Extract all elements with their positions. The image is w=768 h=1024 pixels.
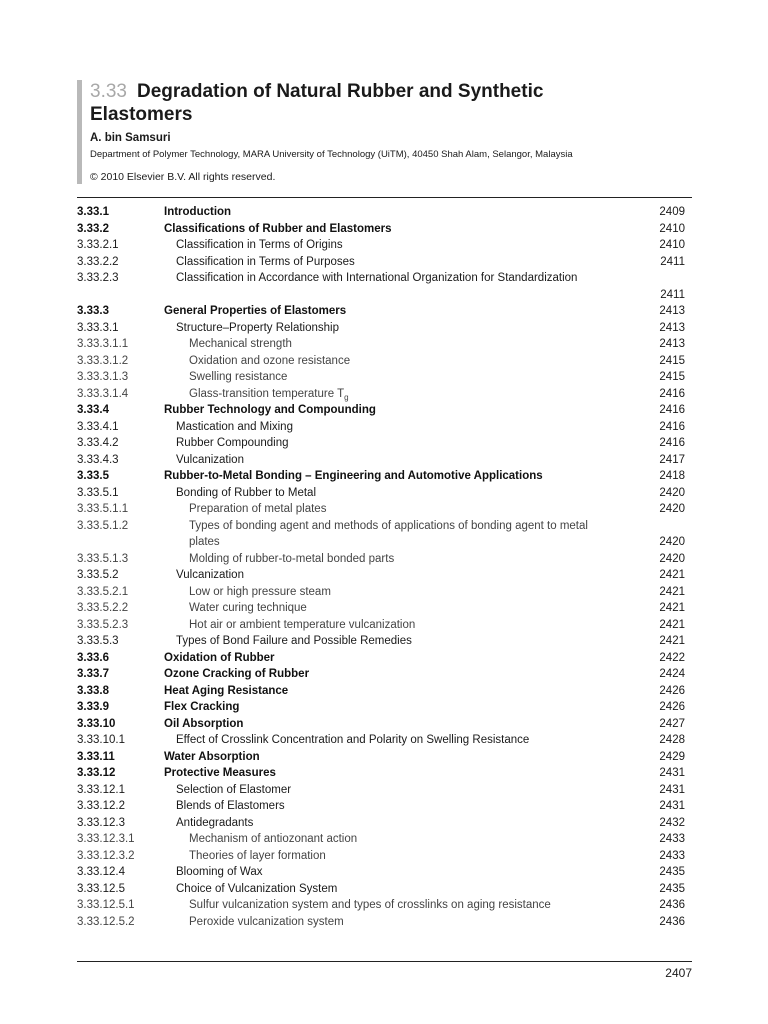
toc-entry-page: 2429 xyxy=(659,750,685,763)
toc-entry-title xyxy=(164,468,543,485)
toc-entry-subscript: g xyxy=(344,392,349,402)
toc-entry[interactable] xyxy=(77,881,685,898)
toc-entry-title-text: Blends of Elastomers xyxy=(176,800,285,812)
toc-entry-page: 2421 xyxy=(659,618,685,631)
toc-entry-title xyxy=(176,881,337,898)
toc-entry-number: 3.33.3.1.3 xyxy=(77,371,129,383)
toc-entry-title-text: Heat Aging Resistance xyxy=(164,684,289,697)
toc-entry[interactable] xyxy=(77,501,685,518)
toc-entry-number: 3.33.12.5.1 xyxy=(77,899,135,911)
toc-entry-number: 3.33.12.2 xyxy=(77,800,125,812)
toc-entry[interactable] xyxy=(77,353,685,370)
table-of-contents xyxy=(77,204,685,930)
toc-entry-page: 2420 xyxy=(659,552,685,565)
toc-entry[interactable] xyxy=(77,650,685,667)
toc-entry-page: 2421 xyxy=(659,602,685,614)
toc-entry[interactable] xyxy=(77,254,685,271)
toc-entry[interactable] xyxy=(77,897,685,914)
toc-entry-title-text: Low or high pressure steam xyxy=(189,585,331,598)
toc-entry[interactable] xyxy=(77,435,685,452)
toc-entry-title-text: Types of Bond Failure and Possible Remedies xyxy=(176,635,412,647)
toc-entry-title xyxy=(176,320,339,337)
toc-entry-title-text: Vulcanization xyxy=(176,569,244,581)
toc-entry-title xyxy=(164,650,275,667)
toc-entry-number: 3.33.5.2.1 xyxy=(77,585,129,598)
toc-entry[interactable] xyxy=(77,270,685,303)
toc-entry-page: 2416 xyxy=(659,387,685,400)
toc-entry-title xyxy=(176,567,244,584)
toc-entry-title xyxy=(176,435,289,452)
toc-entry-number: 3.33.5.2.3 xyxy=(77,618,129,631)
toc-entry-number: 3.33.5.1 xyxy=(77,486,119,499)
toc-entry-number: 3.33.12.4 xyxy=(77,866,125,878)
toc-entry[interactable] xyxy=(77,584,685,601)
toc-entry-title xyxy=(176,485,316,502)
toc-entry-title-text: Rubber Compounding xyxy=(176,437,289,449)
toc-entry-title xyxy=(189,501,326,518)
toc-entry[interactable] xyxy=(77,732,685,749)
toc-entry-title-text: Oxidation and ozone resistance xyxy=(189,354,351,367)
toc-entry-page: 2436 xyxy=(659,899,685,911)
toc-entry[interactable] xyxy=(77,452,685,469)
toc-entry-title xyxy=(189,897,551,914)
toc-entry-page: 2422 xyxy=(659,651,685,664)
toc-entry-number: 3.33.4.3 xyxy=(77,453,119,466)
toc-entry-title-text: Mastication and Mixing xyxy=(176,420,293,433)
toc-entry[interactable] xyxy=(77,617,685,634)
toc-entry[interactable] xyxy=(77,716,685,733)
toc-entry[interactable] xyxy=(77,815,685,832)
toc-entry-page: 2435 xyxy=(659,866,685,878)
toc-entry-title xyxy=(189,617,415,634)
toc-entry-number: 3.33.12.5 xyxy=(77,882,125,895)
toc-entry-number: 3.33.6 xyxy=(77,651,109,664)
toc-entry-number: 3.33.12.1 xyxy=(77,783,125,796)
toc-entry[interactable] xyxy=(77,518,685,551)
toc-entry-title xyxy=(189,369,287,386)
toc-entry-title-text: Water curing technique xyxy=(189,602,307,614)
toc-entry-title xyxy=(164,204,231,221)
toc-entry-page: 2417 xyxy=(659,453,685,466)
toc-entry-title-text: Classification in Terms of Purposes xyxy=(176,255,355,268)
toc-entry-page: 2413 xyxy=(659,321,685,334)
toc-entry-number: 3.33.7 xyxy=(77,668,109,680)
toc-entry[interactable] xyxy=(77,782,685,799)
toc-entry-title-text: Oil Absorption xyxy=(164,717,244,730)
toc-entry-title-text: Oxidation of Rubber xyxy=(164,651,275,664)
toc-entry-page: 2415 xyxy=(659,354,685,367)
toc-entry[interactable] xyxy=(77,848,685,865)
toc-entry-title xyxy=(176,633,412,650)
toc-entry-page: 2433 xyxy=(659,849,685,862)
toc-entry-page: 2410 xyxy=(659,222,685,235)
toc-entry[interactable] xyxy=(77,221,685,238)
toc-entry-page: 2411 xyxy=(660,255,685,268)
toc-entry[interactable] xyxy=(77,864,685,881)
toc-entry-title-text: Classifications of Rubber and Elastomers xyxy=(164,222,392,235)
toc-entry-page: 2416 xyxy=(659,420,685,433)
toc-entry-title xyxy=(164,765,276,782)
toc-entry-title xyxy=(176,864,263,881)
toc-entry-page: 2421 xyxy=(659,635,685,647)
toc-entry-title-text: Protective Measures xyxy=(164,767,276,779)
toc-entry-title-text: Vulcanization xyxy=(176,453,244,466)
chapter-header xyxy=(77,80,687,184)
toc-entry-title xyxy=(189,831,357,848)
toc-top-rule xyxy=(77,197,692,198)
toc-entry-title-text: Introduction xyxy=(164,206,232,218)
toc-entry-title xyxy=(164,716,243,733)
toc-entry-page: 2428 xyxy=(659,734,685,746)
chapter-title-line2: Elastomers xyxy=(90,104,193,125)
toc-entry-title xyxy=(189,914,344,931)
toc-entry[interactable] xyxy=(77,303,685,320)
toc-entry-title xyxy=(164,221,392,238)
toc-entry-title xyxy=(176,798,285,815)
toc-entry-title-text: Theories of layer formation xyxy=(189,849,326,862)
toc-entry[interactable] xyxy=(77,369,685,386)
toc-entry-title-text: Types of bonding agent and methods of applications of bonding agent to metal plates xyxy=(189,519,588,548)
footer-rule xyxy=(77,961,692,962)
toc-entry-number: 3.33.10.1 xyxy=(77,734,125,746)
toc-entry[interactable] xyxy=(77,749,685,766)
toc-entry-number: 3.33.3.1.1 xyxy=(77,338,129,350)
toc-entry-page: 2421 xyxy=(659,585,685,598)
toc-entry-title xyxy=(176,270,596,287)
toc-entry-number: 3.33.2.2 xyxy=(77,255,119,268)
toc-entry-page: 2435 xyxy=(659,882,685,895)
toc-entry-number: 3.33.8 xyxy=(77,684,109,697)
toc-entry-number: 3.33.9 xyxy=(77,701,109,713)
toc-entry-number: 3.33.5.1.3 xyxy=(77,552,129,565)
toc-entry-number: 3.33.2.3 xyxy=(77,272,119,284)
toc-entry-number: 3.33.12.3.1 xyxy=(77,833,135,845)
toc-entry[interactable] xyxy=(77,336,685,353)
toc-entry[interactable] xyxy=(77,765,685,782)
toc-entry-number: 3.33.4.1 xyxy=(77,420,119,433)
toc-entry-number: 3.33.5.2 xyxy=(77,569,119,581)
toc-entry-title-text: General Properties of Elastomers xyxy=(164,305,347,317)
toc-entry-page: 2411 xyxy=(660,288,685,301)
toc-entry-number: 3.33.5.1.1 xyxy=(77,503,129,515)
toc-entry[interactable] xyxy=(77,666,685,683)
toc-entry-title-text: Bonding of Rubber to Metal xyxy=(176,486,317,499)
toc-entry-page: 2424 xyxy=(659,668,685,680)
toc-entry-page: 2413 xyxy=(659,305,685,317)
toc-entry-page: 2436 xyxy=(659,915,685,928)
toc-entry-title-text: Molding of rubber-to-metal bonded parts xyxy=(189,552,395,565)
toc-entry-title xyxy=(189,353,350,370)
toc-entry-title-text: Structure–Property Relationship xyxy=(176,321,339,334)
toc-entry-title xyxy=(164,683,288,700)
toc-entry-number: 3.33.2 xyxy=(77,222,109,235)
toc-entry[interactable] xyxy=(77,567,685,584)
toc-entry-title-text: Glass-transition temperature T xyxy=(189,387,345,400)
chapter-title xyxy=(90,80,687,103)
toc-entry-page: 2410 xyxy=(659,239,685,251)
page-number: 2407 xyxy=(665,966,692,980)
toc-entry-title xyxy=(189,518,609,551)
toc-entry[interactable] xyxy=(77,798,685,815)
toc-entry[interactable] xyxy=(77,600,685,617)
toc-entry-title-text: Effect of Crosslink Concentration and Polarity on Swelling Resistance xyxy=(176,734,530,746)
toc-entry-page: 2409 xyxy=(659,206,685,218)
copyright: © 2010 Elsevier B.V. All rights reserved. xyxy=(90,171,276,183)
toc-entry-page: 2418 xyxy=(659,470,685,482)
toc-entry-title-text: Blooming of Wax xyxy=(176,866,263,878)
toc-entry[interactable] xyxy=(77,386,685,403)
toc-entry-number: 3.33.5.2.2 xyxy=(77,602,129,614)
toc-entry-number: 3.33.3.1.2 xyxy=(77,354,129,367)
toc-entry-title xyxy=(176,732,529,749)
toc-entry-title-text: Antidegradants xyxy=(176,816,254,829)
toc-entry-title xyxy=(176,452,244,469)
toc-entry-page: 2420 xyxy=(659,536,685,548)
toc-entry-page: 2431 xyxy=(659,767,685,779)
toc-entry-title xyxy=(164,699,239,716)
chapter-title-line1: Degradation of Natural Rubber and Synthetic xyxy=(136,81,544,102)
toc-entry-number: 3.33.3.1.4 xyxy=(77,387,129,400)
toc-entry[interactable] xyxy=(77,204,685,221)
toc-entry-title-text: Choice of Vulcanization System xyxy=(176,882,338,895)
toc-entry-title xyxy=(164,666,309,683)
toc-entry-title xyxy=(176,815,253,832)
toc-entry-title xyxy=(176,237,343,254)
toc-entry-title-text: Rubber-to-Metal Bonding – Engineering and Automotive Applications xyxy=(164,470,543,482)
toc-entry-page: 2426 xyxy=(659,701,685,713)
toc-entry-title-text: Mechanical strength xyxy=(189,338,292,350)
toc-entry-page: 2432 xyxy=(659,816,685,829)
toc-entry-title-text: Sulfur vulcanization system and types of crosslinks on aging resistance xyxy=(189,899,551,911)
toc-entry-page: 2413 xyxy=(659,338,685,350)
toc-entry-title xyxy=(164,402,376,419)
toc-entry-title xyxy=(176,419,293,436)
toc-entry-number: 3.33.10 xyxy=(77,717,116,730)
toc-entry[interactable] xyxy=(77,402,685,419)
toc-entry-number: 3.33.12.3.2 xyxy=(77,849,135,862)
toc-entry-number: 3.33.1 xyxy=(77,206,109,218)
toc-entry-title-text: Selection of Elastomer xyxy=(176,783,292,796)
toc-entry-title-text: Classification in Terms of Origins xyxy=(176,239,343,251)
toc-entry-title-text: Hot air or ambient temperature vulcanization xyxy=(189,618,416,631)
toc-entry-number: 3.33.3.1 xyxy=(77,321,119,334)
toc-entry-page: 2420 xyxy=(659,486,685,499)
affiliation: Department of Polymer Technology, MARA University of Technology (UiTM), 40450 Shah Alam, Selangor, Malaysia xyxy=(90,149,573,160)
toc-entry-title-text: Flex Cracking xyxy=(164,701,240,713)
toc-entry-number: 3.33.12.5.2 xyxy=(77,915,135,928)
toc-entry-page: 2426 xyxy=(659,684,685,697)
toc-entry-page: 2431 xyxy=(659,800,685,812)
toc-entry[interactable] xyxy=(77,320,685,337)
toc-entry-page: 2416 xyxy=(659,437,685,449)
toc-entry-title-text: Preparation of metal plates xyxy=(189,503,327,515)
toc-entry-title xyxy=(189,600,307,617)
toc-entry-title-text: Classification in Accordance with International Organization for Standardization xyxy=(176,272,578,284)
toc-entry[interactable] xyxy=(77,699,685,716)
toc-entry[interactable] xyxy=(77,914,685,931)
toc-entry-page: 2420 xyxy=(659,503,685,515)
toc-entry-page: 2416 xyxy=(659,404,685,416)
toc-entry-title-text: Peroxide vulcanization system xyxy=(189,915,344,928)
toc-entry[interactable] xyxy=(77,485,685,502)
toc-entry-page: 2427 xyxy=(659,717,685,730)
toc-entry-number: 3.33.5 xyxy=(77,470,109,482)
toc-entry-number: 3.33.12.3 xyxy=(77,816,125,829)
toc-entry-page: 2415 xyxy=(659,371,685,383)
toc-entry-title-text: Swelling resistance xyxy=(189,371,288,383)
toc-entry-title xyxy=(189,551,394,568)
toc-entry-title xyxy=(189,848,326,865)
toc-entry-title xyxy=(176,254,355,271)
toc-entry[interactable] xyxy=(77,551,685,568)
toc-entry-title-text: Water Absorption xyxy=(164,750,260,763)
toc-entry-page: 2421 xyxy=(659,569,685,581)
toc-entry-number: 3.33.4 xyxy=(77,404,109,416)
toc-entry-number: 3.33.5.1.2 xyxy=(77,519,129,532)
toc-entry-number: 3.33.5.3 xyxy=(77,635,119,647)
toc-entry[interactable] xyxy=(77,468,685,485)
toc-entry-title xyxy=(164,303,346,320)
toc-entry-number: 3.33.3 xyxy=(77,305,109,317)
toc-entry-title xyxy=(164,749,260,766)
toc-entry-title xyxy=(189,584,331,601)
toc-entry[interactable] xyxy=(77,633,685,650)
toc-entry-title-text: Rubber Technology and Compounding xyxy=(164,404,376,416)
toc-entry-title-text: Ozone Cracking of Rubber xyxy=(164,668,310,680)
toc-entry-number: 3.33.11 xyxy=(77,750,115,763)
toc-entry-number: 3.33.2.1 xyxy=(77,239,119,251)
toc-entry-page: 2431 xyxy=(659,783,685,796)
toc-entry-page: 2433 xyxy=(659,833,685,845)
toc-entry-number: 3.33.4.2 xyxy=(77,437,119,449)
toc-entry-title xyxy=(189,336,292,353)
toc-entry-title-text: Mechanism of antiozonant action xyxy=(189,833,358,845)
toc-entry[interactable] xyxy=(77,831,685,848)
toc-entry-number: 3.33.12 xyxy=(77,767,116,779)
toc-entry-title xyxy=(176,782,291,799)
toc-entry[interactable] xyxy=(77,683,685,700)
chapter-number: 3.33 xyxy=(90,81,127,102)
toc-entry[interactable] xyxy=(77,237,685,254)
toc-entry[interactable] xyxy=(77,419,685,436)
author: A. bin Samsuri xyxy=(90,132,171,144)
